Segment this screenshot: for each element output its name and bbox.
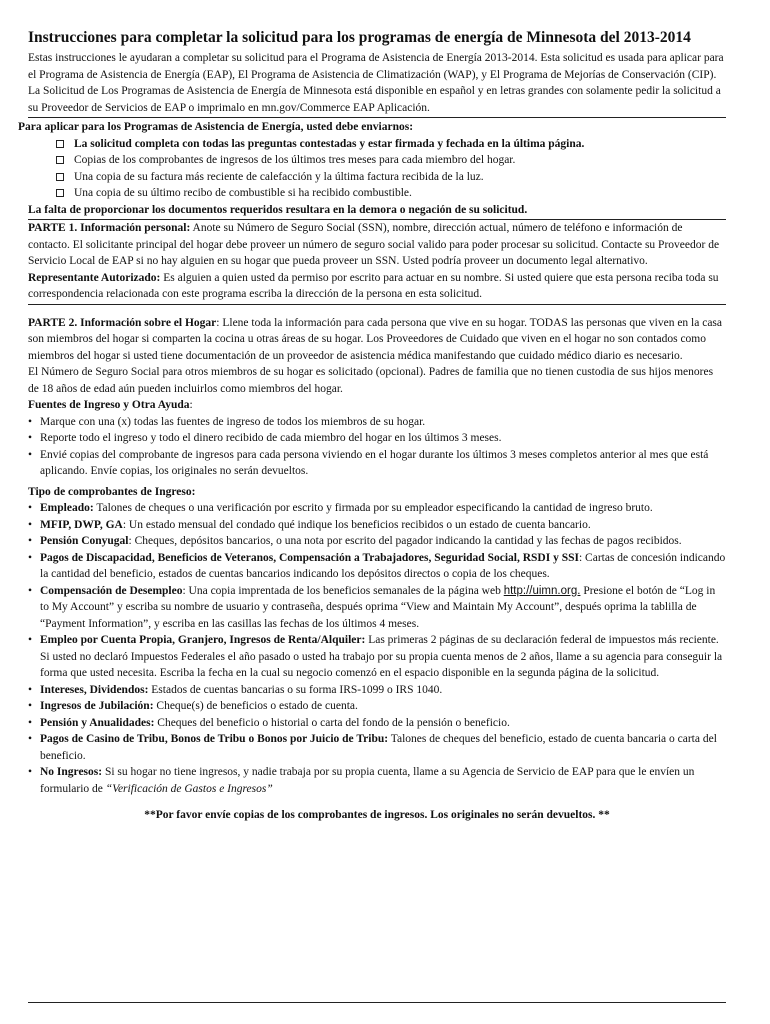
part2-ssn-paragraph: El Número de Seguro Social para otros miembros de su hogar es solicitado (opcional). Padres de familia que no tienen custodia de sus hijos menores de 18 años de edad aún pueden incluirlos como miembros del hogar. — [28, 366, 714, 395]
requirements-checklist — [56, 136, 726, 202]
checklist-item: Copias de los comprobantes de ingresos de los últimos tres meses para cada miembro del hogar. — [56, 152, 726, 169]
part2-label: PARTE 2. Información sobre el Hogar — [28, 316, 217, 329]
list-item: • Marque con una (x) todas las fuentes de ingreso de todos los miembros de su hogar. — [28, 414, 726, 431]
checkbox-icon — [56, 173, 64, 181]
originals-not-returned-note: **Por favor envíe copias de los comprobantes de ingresos. Los originales no serán devueltos. ** — [144, 809, 610, 821]
list-item: • Pagos de Discapacidad, Beneficios de Veteranos, Compensación a Trabajadores, Seguridad Social, RSDI y SSI: Cartas de concesión indicando la cantidad del beneficio, estados de cuentas bancarios indicando los depósitos directos o copia de los cheques. — [28, 550, 726, 583]
income-sources-list — [28, 414, 726, 480]
list-item: • No Ingresos: Si su hogar no tiene ingresos, y nadie trabaja por su propia cuenta, llame a su Agencia de Servicio de EAP para que le envíen un formulario de “Verificación de Gastos e Ingresos” — [28, 764, 726, 797]
intro-paragraph-1: Estas instrucciones le ayudaran a completar su solicitud para el Programa de Asistencia de Energía 2013-2014. Esta solicitud es usada para aplicar para el Programa de Asistencia de Energía (EAP), El Programa de Asistencia de Climatización (WAP), y El Programa de Mejorías de Conservación (CIP). — [28, 52, 724, 81]
checklist-item: La solicitud completa con todas las preguntas contestadas y estar firmada y fechada en la última página. — [56, 136, 726, 153]
checklist-item: Una copia de su factura más reciente de calefacción y la última factura recibida de la luz. — [56, 169, 726, 186]
income-sources-heading: Fuentes de Ingreso y Otra Ayuda: — [28, 399, 193, 411]
proof-types-heading: Tipo de comprobantes de Ingreso: — [28, 485, 196, 498]
list-item: • Pensión Conyugal: Cheques, depósitos bancarios, o una nota por escrito del pagador indicando la cantidad y las fechas de pagos recibidos. — [28, 533, 726, 550]
intro-paragraph-2: La Solicitud de Los Programas de Asistencia de Energía de Minnesota está disponible en español y en letras grandes con solamente pedir la solicitud a su Proveedor de Servicios de EAP o imprimalo en mn.gov/Commerce EAP Aplicación. — [28, 85, 721, 114]
authorized-rep-label: Representante Autorizado: — [28, 271, 161, 284]
part1-label: PARTE 1. Información personal: — [28, 222, 191, 234]
list-item: • Pagos de Casino de Tribu, Bonos de Tribu o Bonos por Juicio de Tribu: Talones de cheques del beneficio, estado de cuenta bancaria o carta del beneficio. — [28, 731, 726, 764]
list-item: • Intereses, Dividendos: Estados de cuentas bancarias o su forma IRS-1099 o IRS 1040. — [28, 682, 726, 699]
checkbox-icon — [56, 140, 64, 148]
list-item: • Reporte todo el ingreso y todo el dinero recibido de cada miembro del hogar en los últimos 3 meses. — [28, 430, 726, 447]
list-item: • Empleado: Talones de cheques o una verificación por escrito y firmada por su empleador especificando la cantidad de ingreso bruto. — [28, 500, 726, 517]
part2-paragraph: PARTE 2. Información sobre el Hogar: Llene toda la información para cada persona que vive en su hogar. TODAS las personas que viven en la casa son miembros del hogar si comparten la cocina u otras áreas de su hogar. Los Proveedores de Cuidado que viven en el hogar no son contados como miembros del hogar si usted tiene documentación de un proveedor de asistencia médica manifestando que cuidado médico diario es necesario. — [28, 316, 723, 362]
bottom-divider — [28, 1002, 726, 1003]
list-item: • Ingresos de Jubilación: Cheque(s) de beneficios o estado de cuenta. — [28, 698, 726, 715]
checklist-item: Una copia de su último recibo de combustible si ha recibido combustible. — [56, 185, 726, 202]
missing-docs-warning: La falta de proporcionar los documentos requeridos resultara en la demora o negación de su solicitud. — [28, 203, 528, 216]
proof-types-list — [28, 500, 726, 797]
list-item: • MFIP, DWP, GA: Un estado mensual del condado qué indique los beneficios recibidos o un estado de cuenta bancario. — [28, 517, 726, 534]
list-item: • Envié copias del comprobante de ingresos para cada persona viviendo en el hogar durante los últimos 3 meses completos anterior al mes que está aplicando. Envíe copias, los originales no serán devueltos. — [28, 447, 726, 480]
part1-paragraph: PARTE 1. Información personal: Anote su Número de Seguro Social (SSN), nombre, dirección actual, número de teléfono e información de contacto. El solicitante principal del hogar debe proveer un número de seguro social valido para poder procesar su solicitud. Contacte su Proveedor de Servicio Local de EAP si no hay alguien en su hogar que pueda proveer un SSN. Usted podría proveer un documento legal alternativo. — [28, 222, 720, 267]
list-item: • Empleo por Cuenta Propia, Granjero, Ingresos de Renta/Alquiler: Las primeras 2 páginas de su declaración federal de impuestos más reciente. Si usted no declaró Impuestos Federales el año pasado o usted ha trabajo por su propia cuenta menos de 2 años, llame a su agencia para conseguir la forma que usted necesita. Escriba la fecha en la cual su negocio comenzó en el espacio disponible en la segunda página de la solicitud. — [28, 632, 726, 682]
section-divider — [28, 117, 726, 118]
list-item: • Compensación de Desempleo: Una copia imprentada de los beneficios semanales de la página web http://uimn.org. Presione el botón de “Log in to My Account” y escriba su nombre de usuario y contraseña, después oprima “View and Maintain My Account”, después oprima la tablilla de “Payment Information”, y escriba en las casillas las fechas de los últimos 4 meses. — [28, 583, 726, 633]
authorized-rep-paragraph: Representante Autorizado: Es alguien a quien usted da permiso por escrito para actuar en su nombre. Si usted quiere que esta persona reciba toda su correspondencia relacionada con este programa escriba la dirección de la persona en esta solicitud. — [28, 271, 719, 300]
list-item: • Pensión y Anualidades: Cheques del beneficio o historial o carta del fondo de la pensión o beneficio. — [28, 715, 726, 732]
checkbox-icon — [56, 156, 64, 164]
checkbox-icon — [56, 189, 64, 197]
page-title: Instrucciones para completar la solicitud para los programas de energía de Minnesota del 2013-2014 — [28, 29, 691, 46]
requirements-heading: Para aplicar para los Programas de Asistencia de Energía, usted debe enviarnos: — [18, 121, 414, 133]
uimn-link[interactable]: http://uimn.org. — [503, 584, 581, 597]
